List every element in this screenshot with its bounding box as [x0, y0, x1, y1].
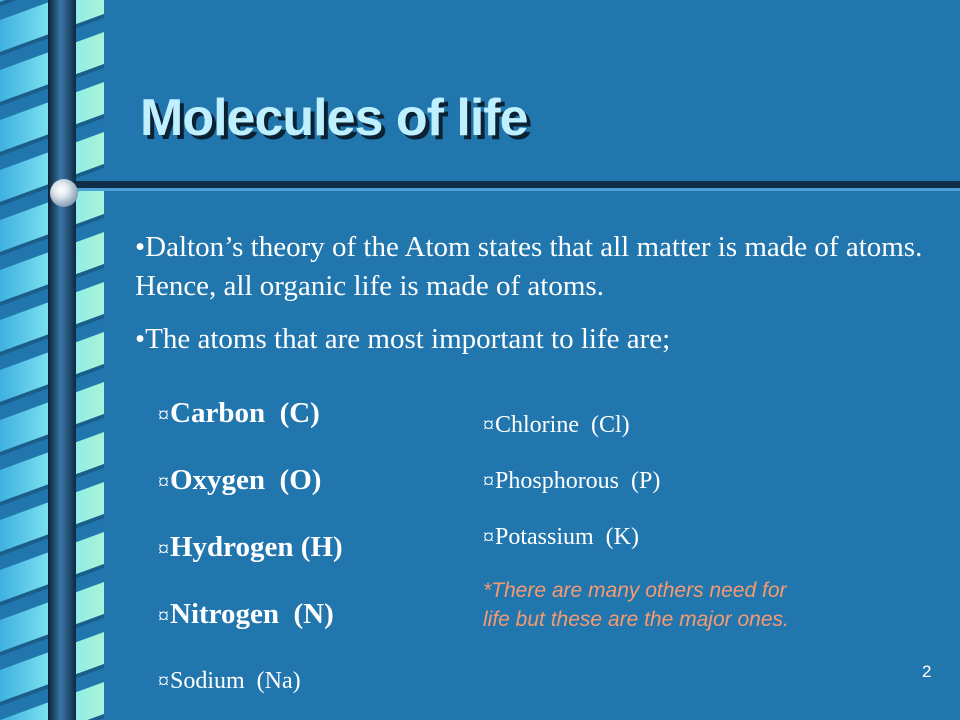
element-list-right: [483, 408, 660, 576]
bullet-marker-icon: ¤: [483, 524, 494, 549]
element-item-sodium: ¤Sodium (Na): [158, 668, 301, 694]
bullet-marker-icon: ¤: [158, 603, 169, 628]
footnote: *There are many others need for life but these are the major ones.: [483, 579, 789, 631]
element-list-left: [158, 393, 343, 720]
bullet-marker-icon: ¤: [483, 468, 494, 493]
bullet-marker-icon: ¤: [158, 668, 169, 693]
bullet-marker-icon: ¤: [158, 469, 169, 494]
slide-title: Molecules of life: [140, 89, 528, 147]
bullet-important-atoms: •The atoms that are most important to life are;: [135, 323, 671, 355]
bullet-dalton-theory: •Dalton’s theory of the Atom states that all matter is made of atoms. Hence, all organic life is made of atoms.: [135, 231, 923, 302]
title-divider: [62, 181, 960, 188]
element-item-phosphorous: ¤Phosphorous (P): [483, 468, 661, 494]
element-item-potassium: ¤Potassium (K): [483, 524, 639, 550]
title-divider-highlight: [62, 188, 960, 191]
bullet-marker-icon: ¤: [158, 536, 169, 561]
element-item-hydrogen: ¤Hydrogen (H): [158, 531, 343, 563]
divider-knob: [50, 179, 78, 207]
ribbon-decoration: [0, 0, 110, 720]
element-item-chlorine: ¤Chlorine (Cl): [483, 412, 630, 438]
bullet-marker-icon: ¤: [158, 402, 169, 427]
element-item-oxygen: ¤Oxygen (O): [158, 464, 322, 496]
bullet-marker-icon: ¤: [483, 412, 494, 437]
page-number: 2: [922, 662, 932, 681]
element-item-nitrogen: ¤Nitrogen (N): [158, 598, 334, 630]
bullet-list: [135, 228, 955, 373]
element-item-carbon: ¤Carbon (C): [158, 397, 320, 429]
